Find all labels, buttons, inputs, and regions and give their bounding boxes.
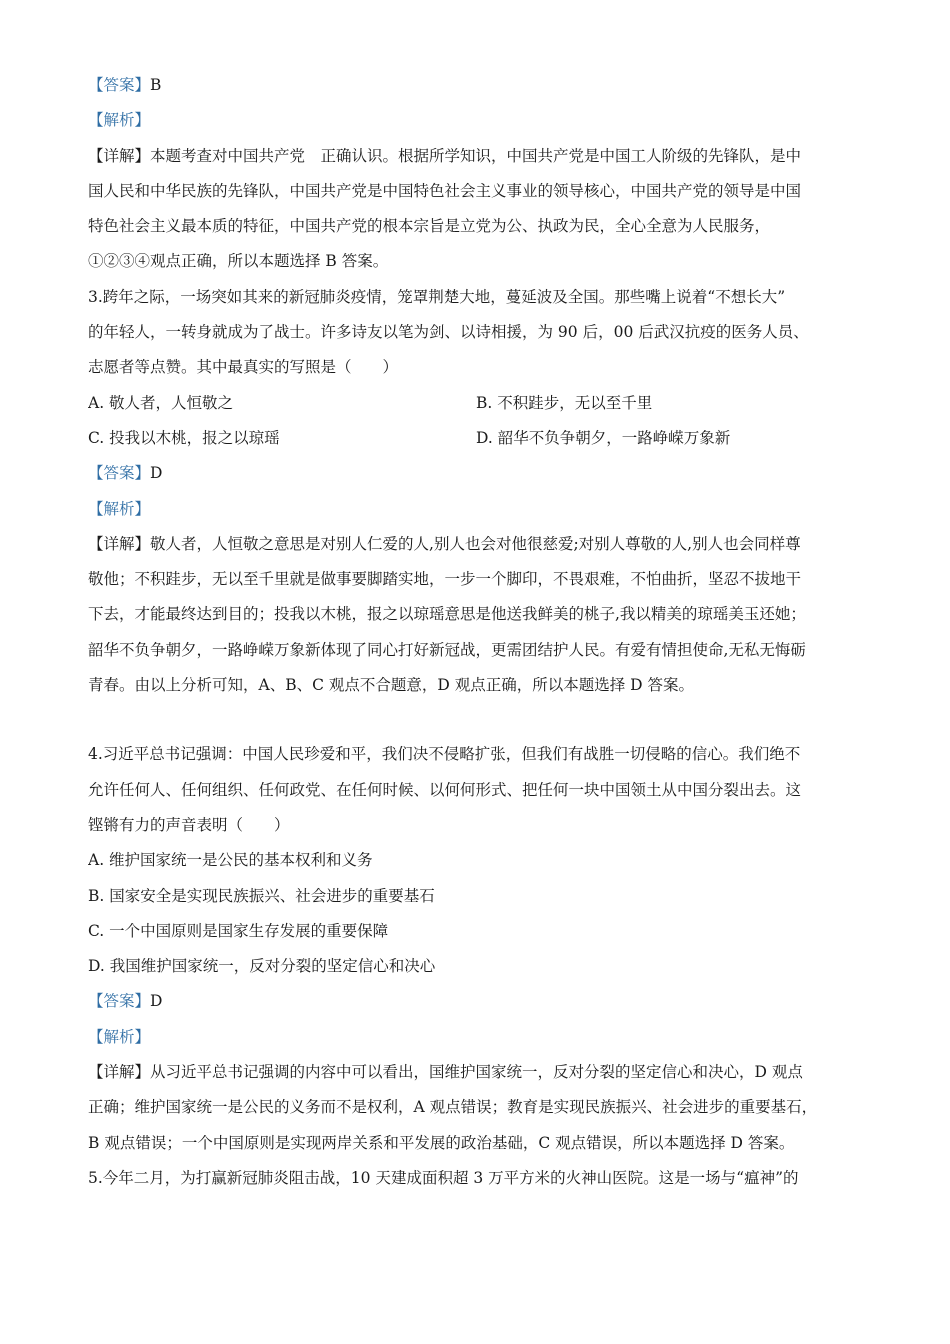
question-stem: 4.习近平总书记强调：中国人民珍爱和平，我们决不侵略扩张，但我们有战胜一切侵略的信心。我们绝不 bbox=[88, 745, 801, 764]
detail-line: ①②③④观点正确，所以本题选择 B 答案。 bbox=[88, 252, 389, 271]
option-a: A. 敬人者，人恒敬之 bbox=[88, 393, 234, 412]
question-stem: 志愿者等点赞。其中最真实的写照是（ ） bbox=[88, 358, 399, 377]
question-stem: 的年轻人，一转身就成为了战士。许多诗友以笔为剑、以诗相援，为 90 后，00 后武汉抗疫的医务人员、 bbox=[88, 323, 809, 342]
analysis-tag: 【解析】 bbox=[88, 1027, 151, 1046]
detail-line: 特色社会主义最本质的特征，中国共产党的根本宗旨是立党为公、执政为民，全心全意为人民服务， bbox=[88, 217, 771, 236]
detail-line: B 观点错误；一个中国原则是实现两岸关系和平发展的政治基础，C 观点错误，所以本题选择 D 答案。 bbox=[88, 1133, 795, 1152]
answer-line bbox=[88, 68, 878, 103]
detail-line: 青春。由以上分析可知，A、B、C 观点不合题意，D 观点正确，所以本题选择 D 答案。 bbox=[88, 676, 695, 695]
detail-line: 【详解】敬人者，人恒敬之意思是对别人仁爱的人,别人也会对他很慈爱;对别人尊敬的人,别人也会同样尊 bbox=[88, 534, 801, 553]
question-stem: 5.今年二月，为打赢新冠肺炎阻击战，10 天建成面积超 3 万平方米的火神山医院。这是一场与“瘟神”的 bbox=[88, 1168, 799, 1187]
option-a: A. 维护国家统一是公民的基本权利和义务 bbox=[88, 851, 373, 870]
detail-line: 【详解】本题考查对中国共产党 正确认识。根据所学知识，中国共产党是中国工人阶级的先锋队，是中 bbox=[88, 146, 802, 165]
answer-value: B bbox=[150, 76, 162, 94]
answer-line bbox=[88, 456, 878, 491]
document-page bbox=[88, 68, 878, 1196]
option-c: C. 投我以木桃，报之以琼瑶 bbox=[88, 428, 280, 447]
analysis-tag: 【解析】 bbox=[88, 499, 151, 518]
option-d: D. 韶华不负争朝夕，一路峥嵘万象新 bbox=[476, 428, 731, 447]
option-c: C. 一个中国原则是国家生存发展的重要保障 bbox=[88, 921, 389, 940]
answer-tag: 【答案】 bbox=[88, 464, 151, 483]
question-stem: 3.跨年之际，一场突如其来的新冠肺炎疫情，笼罩荆楚大地，蔓延波及全国。那些嘴上说着“不想长大” bbox=[88, 287, 786, 306]
detail-tag: 【详解】 bbox=[88, 534, 151, 553]
detail-line: 正确；维护国家统一是公民的义务而不是权利，A 观点错误；教育是实现民族振兴、社会进步的重要基石， bbox=[88, 1098, 818, 1117]
detail-line: 【详解】从习近平总书记强调的内容中可以看出，国维护国家统一，反对分裂的坚定信心和决心，D 观点 bbox=[88, 1063, 803, 1082]
detail-tag: 【详解】 bbox=[88, 146, 151, 165]
analysis-tag: 【解析】 bbox=[88, 111, 151, 130]
detail-line: 下去，才能最终达到目的；投我以木桃，报之以琼瑶意思是他送我鲜美的桃子,我以精美的琼瑶美玉还她； bbox=[88, 605, 806, 624]
question-stem: 允许任何人、任何组织、任何政党、在任何时候、以何何形式、把任何一块中国领土从中国分裂出去。这 bbox=[88, 780, 802, 799]
answer-tag: 【答案】 bbox=[88, 992, 151, 1011]
blank-gap bbox=[88, 703, 878, 737]
option-d: D. 我国维护国家统一，反对分裂的坚定信心和决心 bbox=[88, 957, 436, 976]
detail-line: 国人民和中华民族的先锋队，中国共产党是中国特色社会主义事业的领导核心，中国共产党的领导是中国 bbox=[88, 181, 802, 200]
option-b: B. 不积跬步，无以至千里 bbox=[476, 393, 653, 412]
answer-line bbox=[88, 984, 878, 1019]
option-b: B. 国家安全是实现民族振兴、社会进步的重要基石 bbox=[88, 886, 435, 905]
answer-tag: 【答案】 bbox=[88, 76, 151, 94]
detail-line: 敬他；不积跬步，无以至千里就是做事要脚踏实地，一步一个脚印，不畏艰难，不怕曲折，坚忍不拔地干 bbox=[88, 570, 802, 589]
option-row bbox=[88, 421, 878, 456]
question-stem: 铿锵有力的声音表明（ ） bbox=[88, 815, 290, 834]
answer-value: D bbox=[150, 464, 163, 483]
option-row bbox=[88, 386, 878, 421]
answer-value: D bbox=[150, 992, 163, 1011]
detail-line: 韶华不负争朝夕，一路峥嵘万象新体现了同心打好新冠战，更需团结护人民。有爱有情担使命,无私无悔砺 bbox=[88, 640, 806, 659]
detail-tag: 【详解】 bbox=[88, 1063, 151, 1082]
